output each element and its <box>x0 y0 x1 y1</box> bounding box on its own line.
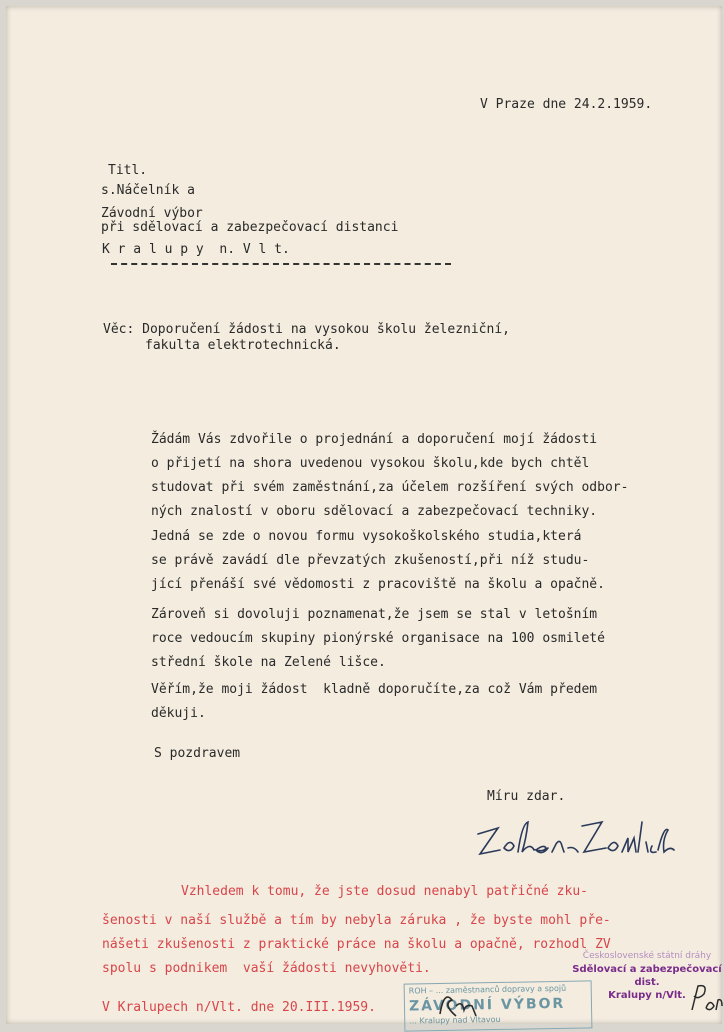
address-line-1: Titl. <box>108 163 148 178</box>
response-line-4: spolu s podnikem vaší žádosti nevyhověti. <box>102 961 431 976</box>
response-line-2: šenosti v naší službě a tím by nebyla záruka , že byste mohl pře- <box>102 913 611 928</box>
subject-line-2: fakulta elektrotechnická. <box>145 338 341 353</box>
approval-scribble <box>688 980 724 1016</box>
purple-stamp-line-2: Kralupy n/Vlt. <box>608 990 686 1001</box>
address-line-4: při sdělovací a zabezpečovací distanci <box>101 220 399 235</box>
body-paragraph-3: Zároveň si dovoluji poznamenat,že jsem se stal v letošním roce vedoucím skupiny pionýrské organisace na 100 osmileté střední škole na Zelené lišce. <box>151 607 605 670</box>
greeting: S pozdravem <box>154 746 241 761</box>
body-paragraph-4: Věřím,že moji žádost kladně doporučíte,za což Vám předem děkuji. <box>151 682 598 721</box>
address-line-5: K r a l u p y n. V l t. <box>102 242 290 257</box>
letter-page <box>6 6 722 1024</box>
subject-line-1: Věc: Doporučení žádosti na vysokou školu železniční, <box>103 322 510 337</box>
signature-image <box>470 812 680 862</box>
purple-stamp-faint-line: Československé státní dráhy <box>582 951 712 961</box>
blue-stamp-title: ZÁVODNÍ VÝBOR <box>408 995 566 1015</box>
response-line-3: nášeti zkušenosti z praktické práce na školu a opačně, rozhodl ZV <box>102 937 611 952</box>
blue-stamp-line-3: ... Kralupy nad Vltavou <box>409 1014 501 1026</box>
body-paragraph-2: Jedná se zde o novou formu vysokoškolského studia,která se právě zavádí dle převzatých zkušeností,při níž studu- jící přenáší své vědomosti z pracoviště na školu a opačně. <box>151 529 605 592</box>
purple-stamp-line-1: Sdělovací a zabezpečovací dist. <box>572 964 722 988</box>
body-paragraph-1: Žádám Vás zdvořile o projednání a doporučení mojí žádosti o přijetí na shora uvedenou vysokou školu,kde bych chtěl studovat při svém zaměstnání,za účelem rozšíření svých odbor- ných znalostí v oboru sdělovací a zabezpečovací techniky. <box>151 432 629 519</box>
salutation: Míru zdar. <box>487 789 566 804</box>
address-line-3: Závodní výbor <box>101 206 203 221</box>
address-underline <box>111 263 451 265</box>
date-line: V Praze dne 24.2.1959. <box>480 97 653 112</box>
blue-stamp-line-1: ROH – ... zaměstnanců dopravy a spojů <box>408 983 567 996</box>
response-date-line: V Kralupech n/Vlt. dne 20.III.1959. <box>102 1000 376 1015</box>
address-line-2: s.Náčelník a <box>101 183 195 198</box>
response-line-1: Vzhledem k tomu, že jste dosud nenabyl patřičné zku- <box>181 884 588 899</box>
initials-scribble <box>434 984 484 1022</box>
